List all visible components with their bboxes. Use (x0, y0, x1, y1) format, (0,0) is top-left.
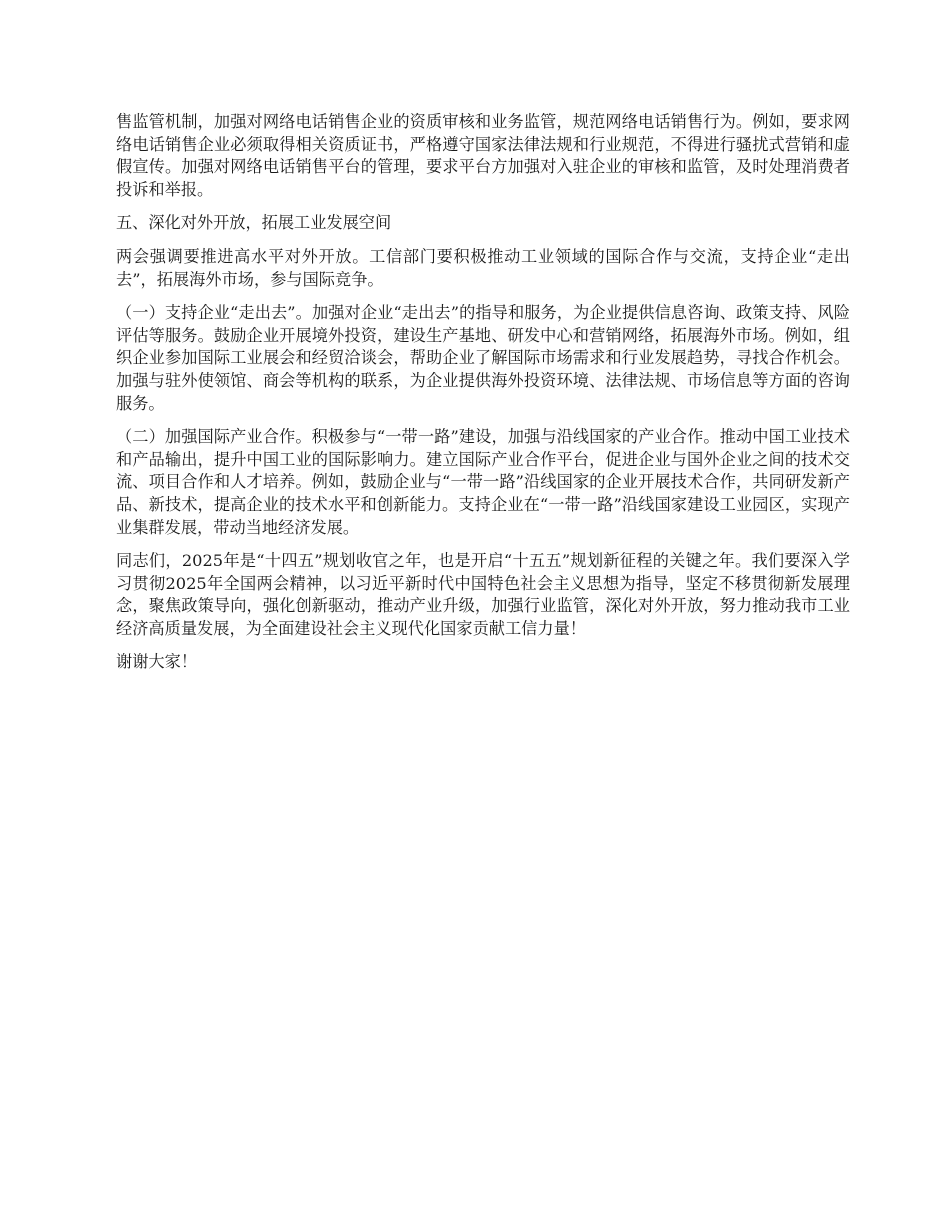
paragraph-international-cooperation: （二）加强国际产业合作。积极参与“一带一路”建设，加强与沿线国家的产业合作。推动中国工业技术和产品输出，提升中国工业的国际影响力。建立国际产业合作平台，促进企业与国外企业之间的技术交流、项目合作和人才培养。例如，鼓励企业与“一带一路”沿线国家的企业开展技术合作，共同研发新产品、新技术，提高企业的技术水平和创新能力。支持企业在“一带一路”沿线国家建设工业园区，实现产业集群发展，带动当地经济发展。 (116, 427, 850, 537)
paragraph-closing-remarks: 同志们，2025年是“十四五”规划收官之年，也是开启“十五五”规划新征程的关键之年。我们要深入学习贯彻2025年全国两会精神，以习近平新时代中国特色社会主义思想为指导，坚定不移贯彻新发展理念，聚焦政策导向，强化创新驱动，推动产业升级，加强行业监管，深化对外开放，努力推动我市工业经济高质量发展，为全面建设社会主义现代化国家贡献工信力量！ (116, 551, 850, 638)
paragraph-thanks: 谢谢大家！ (116, 652, 198, 672)
paragraph-going-global: （一）支持企业“走出去”。加强对企业“走出去”的指导和服务，为企业提供信息咨询、政策支持、风险评估等服务。鼓励企业开展境外投资，建设生产基地、研发中心和营销网络，拓展海外市场。例如，组织企业参加国际工业展会和经贸洽谈会，帮助企业了解国际市场需求和行业发展趋势，寻找合作机会。加强与驻外使领馆、商会等机构的联系，为企业提供海外投资环境、法律法规、市场信息等方面的咨询服务。 (116, 303, 850, 413)
paragraph-supervision: 售监管机制，加强对网络电话销售企业的资质审核和业务监管，规范网络电话销售行为。例如，要求网络电话销售企业必须取得相关资质证书，严格遵守国家法律法规和行业规范，不得进行骚扰式营销和虚假宣传。加强对网络电话销售平台的管理，要求平台方加强对入驻企业的审核和监管，及时处理消费者投诉和举报。 (116, 112, 850, 199)
paragraph-opening-up-intro: 两会强调要推进高水平对外开放。工信部门要积极推动工业领域的国际合作与交流，支持企业“走出去”，拓展海外市场，参与国际竞争。 (116, 246, 850, 289)
section-heading-opening-up: 五、深化对外开放，拓展工业发展空间 (116, 213, 392, 233)
